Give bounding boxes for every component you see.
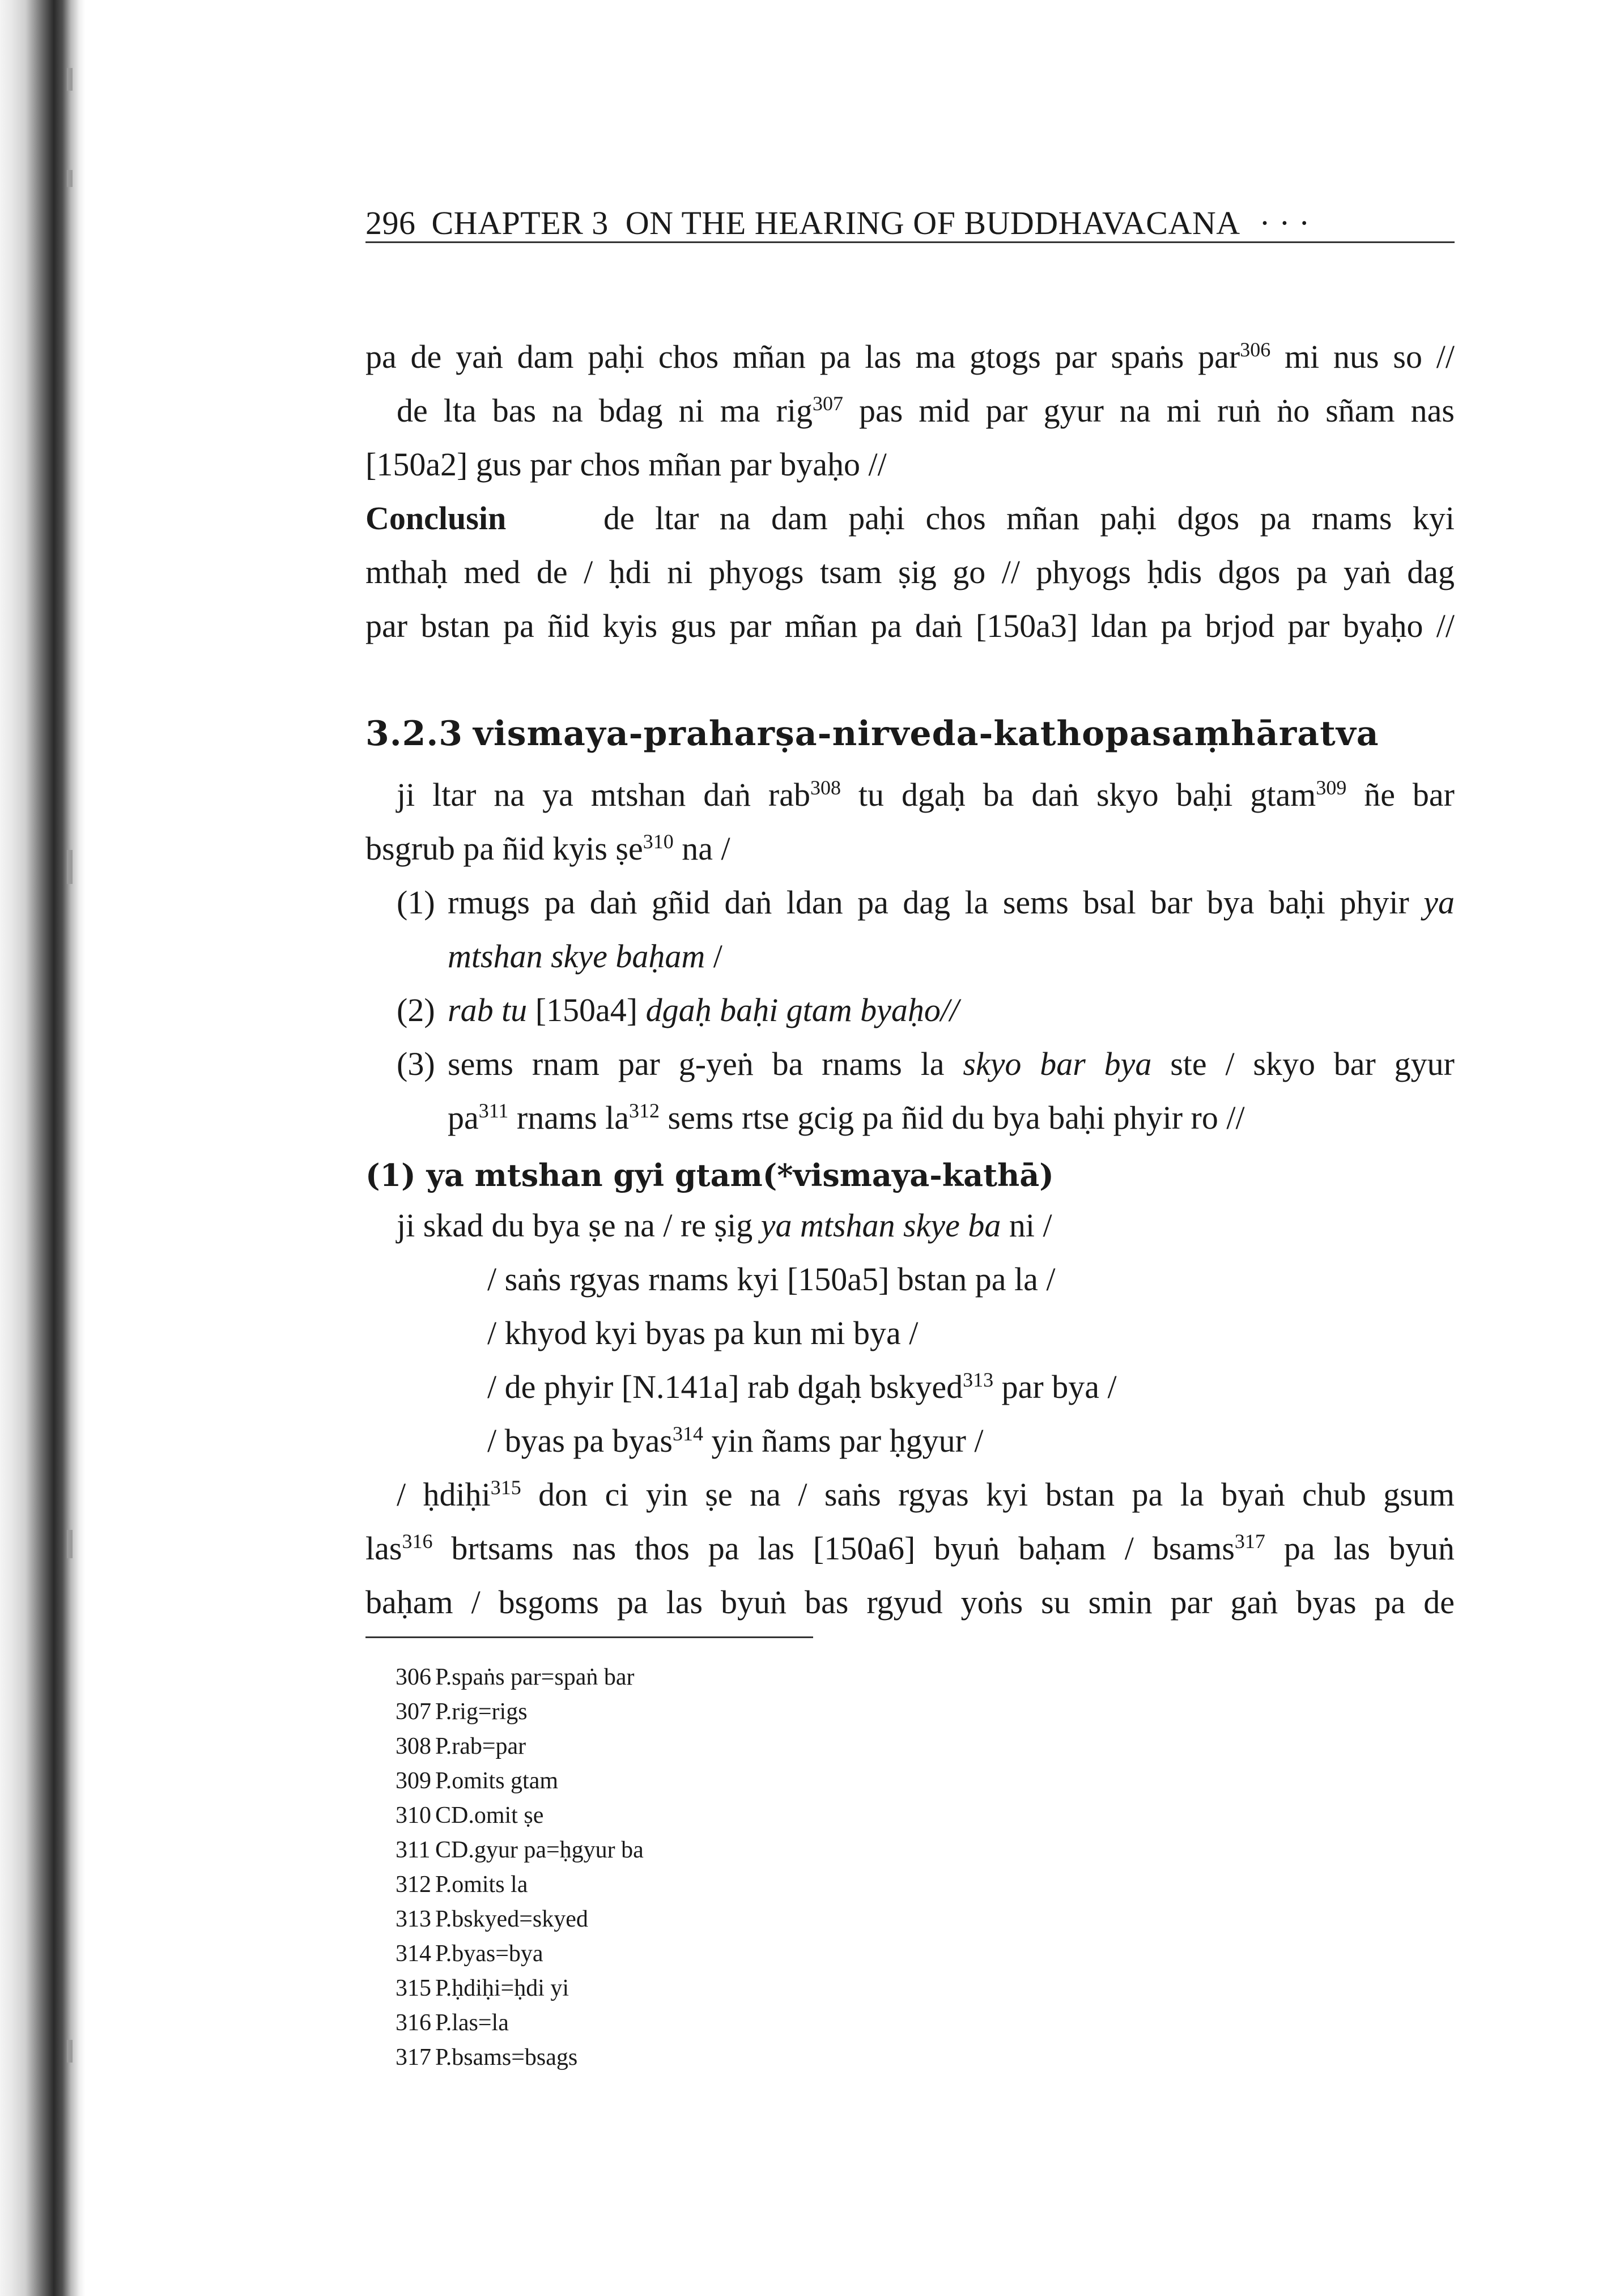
footnote: 307 P.rig=rigs bbox=[396, 1699, 528, 1725]
spine-mark bbox=[67, 850, 73, 884]
footnote-ref: 315 bbox=[490, 1476, 521, 1499]
verse-line: / byas pa byas$^{314}$ yin ñams par ḥgyur / bbox=[487, 1422, 984, 1459]
text-line: de lta bas na bdag ni ma rig$^{307}$ pas mid par gyur na mi ruṅ ṅo sñam nas bbox=[397, 392, 1455, 429]
footnote-ref: 307 bbox=[812, 392, 843, 415]
list-item: (2) rab tu [150a4] dgaḥ baḥi gtam byaḥo// bbox=[397, 990, 959, 1030]
footnote-ref: 312 bbox=[629, 1099, 660, 1122]
header-ellipsis: · · · bbox=[1259, 205, 1310, 241]
spine-mark bbox=[67, 68, 73, 91]
verse-line: / de phyir [N.141a] rab dgaḥ bskyed$^{313}$ par bya / bbox=[487, 1368, 1117, 1405]
spine-mark bbox=[67, 1530, 73, 1558]
list-number: (1) bbox=[397, 884, 435, 921]
text-line: las$^{316}$ brtsams nas thos pa las [150a6] byuṅ baḥam / bsams$^{317}$ pa las byuṅ bbox=[365, 1530, 1455, 1567]
footnote-separator bbox=[365, 1636, 813, 1638]
section-number: 3.2.3 bbox=[365, 714, 464, 754]
text-line: pa de yaṅ dam paḥi chos mñan pa las ma gtogs par spaṅs par$^{306}$ mi nus so // bbox=[365, 338, 1455, 375]
footnote: 315 P.ḥdiḥi=ḥdi yi bbox=[396, 1975, 569, 2001]
footnotes-list bbox=[396, 1660, 644, 2075]
footnote: 309 P.omits gtam bbox=[396, 1768, 559, 1794]
footnote: 314 P.byas=bya bbox=[396, 1941, 543, 1967]
footnote: 306 P.spaṅs par=spaṅ bar bbox=[396, 1664, 635, 1690]
text-line: mthaḥ med de / ḥdi ni phyogs tsam ṣig go // phyogs ḥdis dgos pa yaṅ dag bbox=[365, 554, 1455, 590]
text-line: baḥam / bsgoms pa las byuṅ bas rgyud yoṅs su smin par gaṅ byas pa de bbox=[365, 1584, 1455, 1621]
text-line: [150a2] gus par chos mñan par byaḥo // bbox=[365, 446, 887, 483]
subsection-heading: (1) ya mtshan gyi gtam(*vismaya-kathā) bbox=[365, 1157, 1054, 1193]
list-item-continuation: $pa^{311}$ rnams $la^{312}$ sems rtse gcig pa ñid du bya baḥi phyir ro // bbox=[448, 1099, 1245, 1136]
footnote-ref: 306 bbox=[1240, 338, 1271, 361]
text-line: ji skad du bya ṣe na / re ṣig ya mtshan skye ba ni / bbox=[397, 1207, 1052, 1244]
footnote: 311 CD.gyur pa=ḥgyur ba bbox=[396, 1837, 644, 1863]
footnote-ref: 311 bbox=[478, 1099, 509, 1122]
spine-mark bbox=[67, 2040, 73, 2063]
list-number: (2) bbox=[397, 992, 435, 1028]
list-item: (3) sems rnam par g-yeṅ ba rnams la skyo bar bya ste / skyo bar gyur bbox=[397, 1044, 1455, 1084]
footnote: 312 P.omits la bbox=[396, 1872, 528, 1898]
text-line: bsgrub pa ñid kyis ṣe$^{310}$ na / bbox=[365, 830, 730, 867]
section-heading bbox=[365, 714, 1379, 754]
footnote: 310 CD.omit ṣe bbox=[396, 1802, 544, 1829]
list-item: (1) rmugs pa daṅ gñid daṅ ldan pa dag la sems bsal bar bya baḥi phyir ya bbox=[397, 883, 1455, 922]
list-number: (3) bbox=[397, 1045, 435, 1082]
footnote: 308 P.rab=par bbox=[396, 1733, 526, 1759]
text-line: / ḥdiḥi$^{315}$ don ci yin ṣe na / saṅs rgyas kyi bstan pa la byaṅ chub gsum bbox=[397, 1476, 1455, 1513]
footnote: 317 P.bsams=bsags bbox=[396, 2044, 578, 2070]
verse-line: / saṅs rgyas rnams kyi [150a5] bstan pa la / bbox=[487, 1261, 1056, 1298]
footnote-ref: 316 bbox=[402, 1530, 433, 1553]
verse-line: / khyod kyi byas pa kun mi bya / bbox=[487, 1315, 919, 1351]
running-header bbox=[365, 204, 1455, 243]
conclusion-label: Conclusin bbox=[365, 500, 507, 537]
footnote-ref: 313 bbox=[963, 1368, 994, 1391]
footnote-ref: 310 bbox=[643, 830, 674, 853]
footnote-ref: 314 bbox=[673, 1422, 703, 1445]
footnote: 313 P.bskyed=skyed bbox=[396, 1906, 588, 1932]
spine-mark bbox=[67, 170, 73, 187]
page-number: 296 bbox=[365, 205, 416, 241]
footnote-ref: 317 bbox=[1234, 1530, 1265, 1553]
section-title: vismaya-praharṣa-nirveda-kathopasaṃhāratva bbox=[473, 714, 1379, 754]
footnote-ref: 309 bbox=[1316, 776, 1347, 799]
conclusion-line: Conclusin de ltar na dam paḥi chos mñan paḥi dgos pa rnams kyi bbox=[365, 499, 1455, 538]
text-line: ji ltar na ya mtshan daṅ rab$^{308}$ tu dgaḥ ba daṅ skyo baḥi gtam$^{309}$ ñe bar bbox=[397, 776, 1455, 813]
list-item-continuation: mtshan skye baḥam / bbox=[448, 938, 722, 975]
footnote: 316 P.las=la bbox=[396, 2010, 509, 2036]
book-spine-shadow bbox=[0, 0, 85, 2296]
running-title: CHAPTER 3 ON THE HEARING OF BUDDHAVACANA bbox=[431, 205, 1239, 241]
text-line: par bstan pa ñid kyis gus par mñan pa daṅ [150a3] ldan pa brjod par byaḥo // bbox=[365, 607, 1455, 644]
footnote-ref: 308 bbox=[810, 776, 841, 799]
